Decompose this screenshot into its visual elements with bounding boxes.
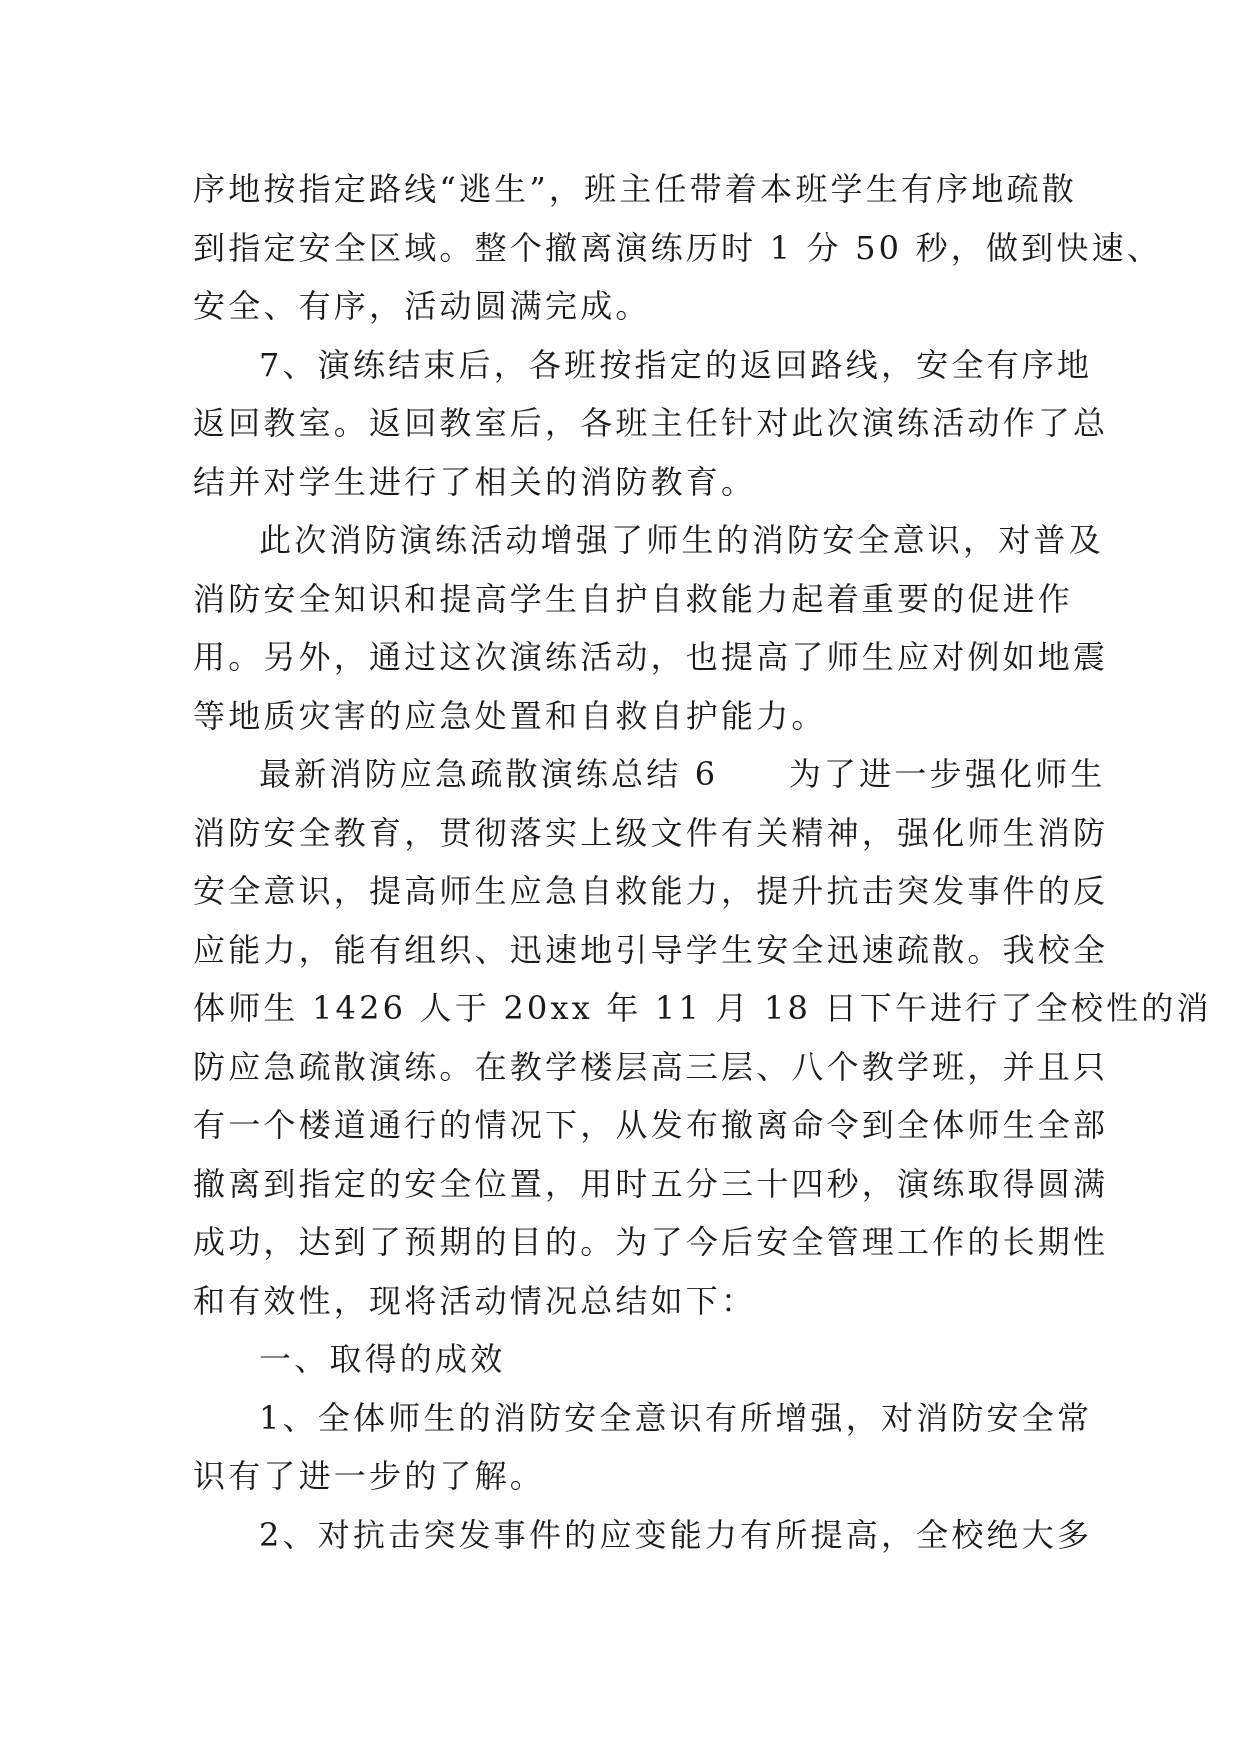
text-line: 体师生 1426 人于 20xx 年 11 月 18 日下午进行了全校性的消: [193, 989, 1212, 1027]
text-line: 安全、有序，活动圆满完成。: [193, 287, 651, 325]
text-line: 和有效性，现将活动情况总结如下：: [193, 1281, 757, 1320]
text-line: 返回教室。返回教室后，各班主任针对此次演练活动作了总: [193, 404, 1109, 442]
text-line: 用。另外，通过这次演练活动，也提高了师生应对例如地震: [193, 638, 1109, 676]
document-body: [193, 160, 1212, 1564]
text-line: 最新消防应急疏散演练总结 6 为了进一步强化师生: [259, 755, 1106, 793]
text-line: 识有了进一步的了解。: [193, 1457, 546, 1495]
text-line: 此次消防演练活动增强了师生的消防安全意识，对普及: [259, 521, 1104, 559]
text-line: 2、对抗击突发事件的应变能力有所提高，全校绝大多: [259, 1515, 1093, 1554]
text-line: 到指定安全区域。整个撤离演练历时 1 分 50 秒，做到快速、: [193, 228, 1162, 267]
text-line: 一、取得的成效: [259, 1340, 506, 1378]
text-line: 防应急疏散演练。在教学楼层高三层、八个教学班，并且只: [193, 1047, 1109, 1086]
text-line: 消防安全知识和提高学生自护自救能力起着重要的促进作: [193, 579, 1074, 618]
text-line: 应能力，能有组织、迅速地引导学生安全迅速疏散。我校全: [193, 930, 1109, 969]
text-line: 序地按指定路线“逃生”，班主任带着本班学生有序地疏散: [193, 170, 1077, 208]
text-line: 消防安全教育，贯彻落实上级文件有关精神，强化师生消防: [193, 813, 1109, 852]
text-line: 1、全体师生的消防安全意识有所增强，对消防安全常: [259, 1398, 1093, 1437]
text-line: 有一个楼道通行的情况下，从发布撤离命令到全体师生全部: [193, 1106, 1109, 1144]
text-line: 7、演练结束后，各班按指定的返回路线，安全有序地: [259, 345, 1093, 384]
text-line: 结并对学生进行了相关的消防教育。: [193, 462, 757, 501]
text-line: 等地质灾害的应急处置和自救自护能力。: [193, 696, 827, 735]
text-line: 安全意识，提高师生应急自救能力，提升抗击突发事件的反: [193, 872, 1109, 910]
text-line: 成功，达到了预期的目的。为了今后安全管理工作的长期性: [193, 1223, 1109, 1261]
text-line: 撤离到指定的安全位置，用时五分三十四秒，演练取得圆满: [193, 1164, 1109, 1203]
